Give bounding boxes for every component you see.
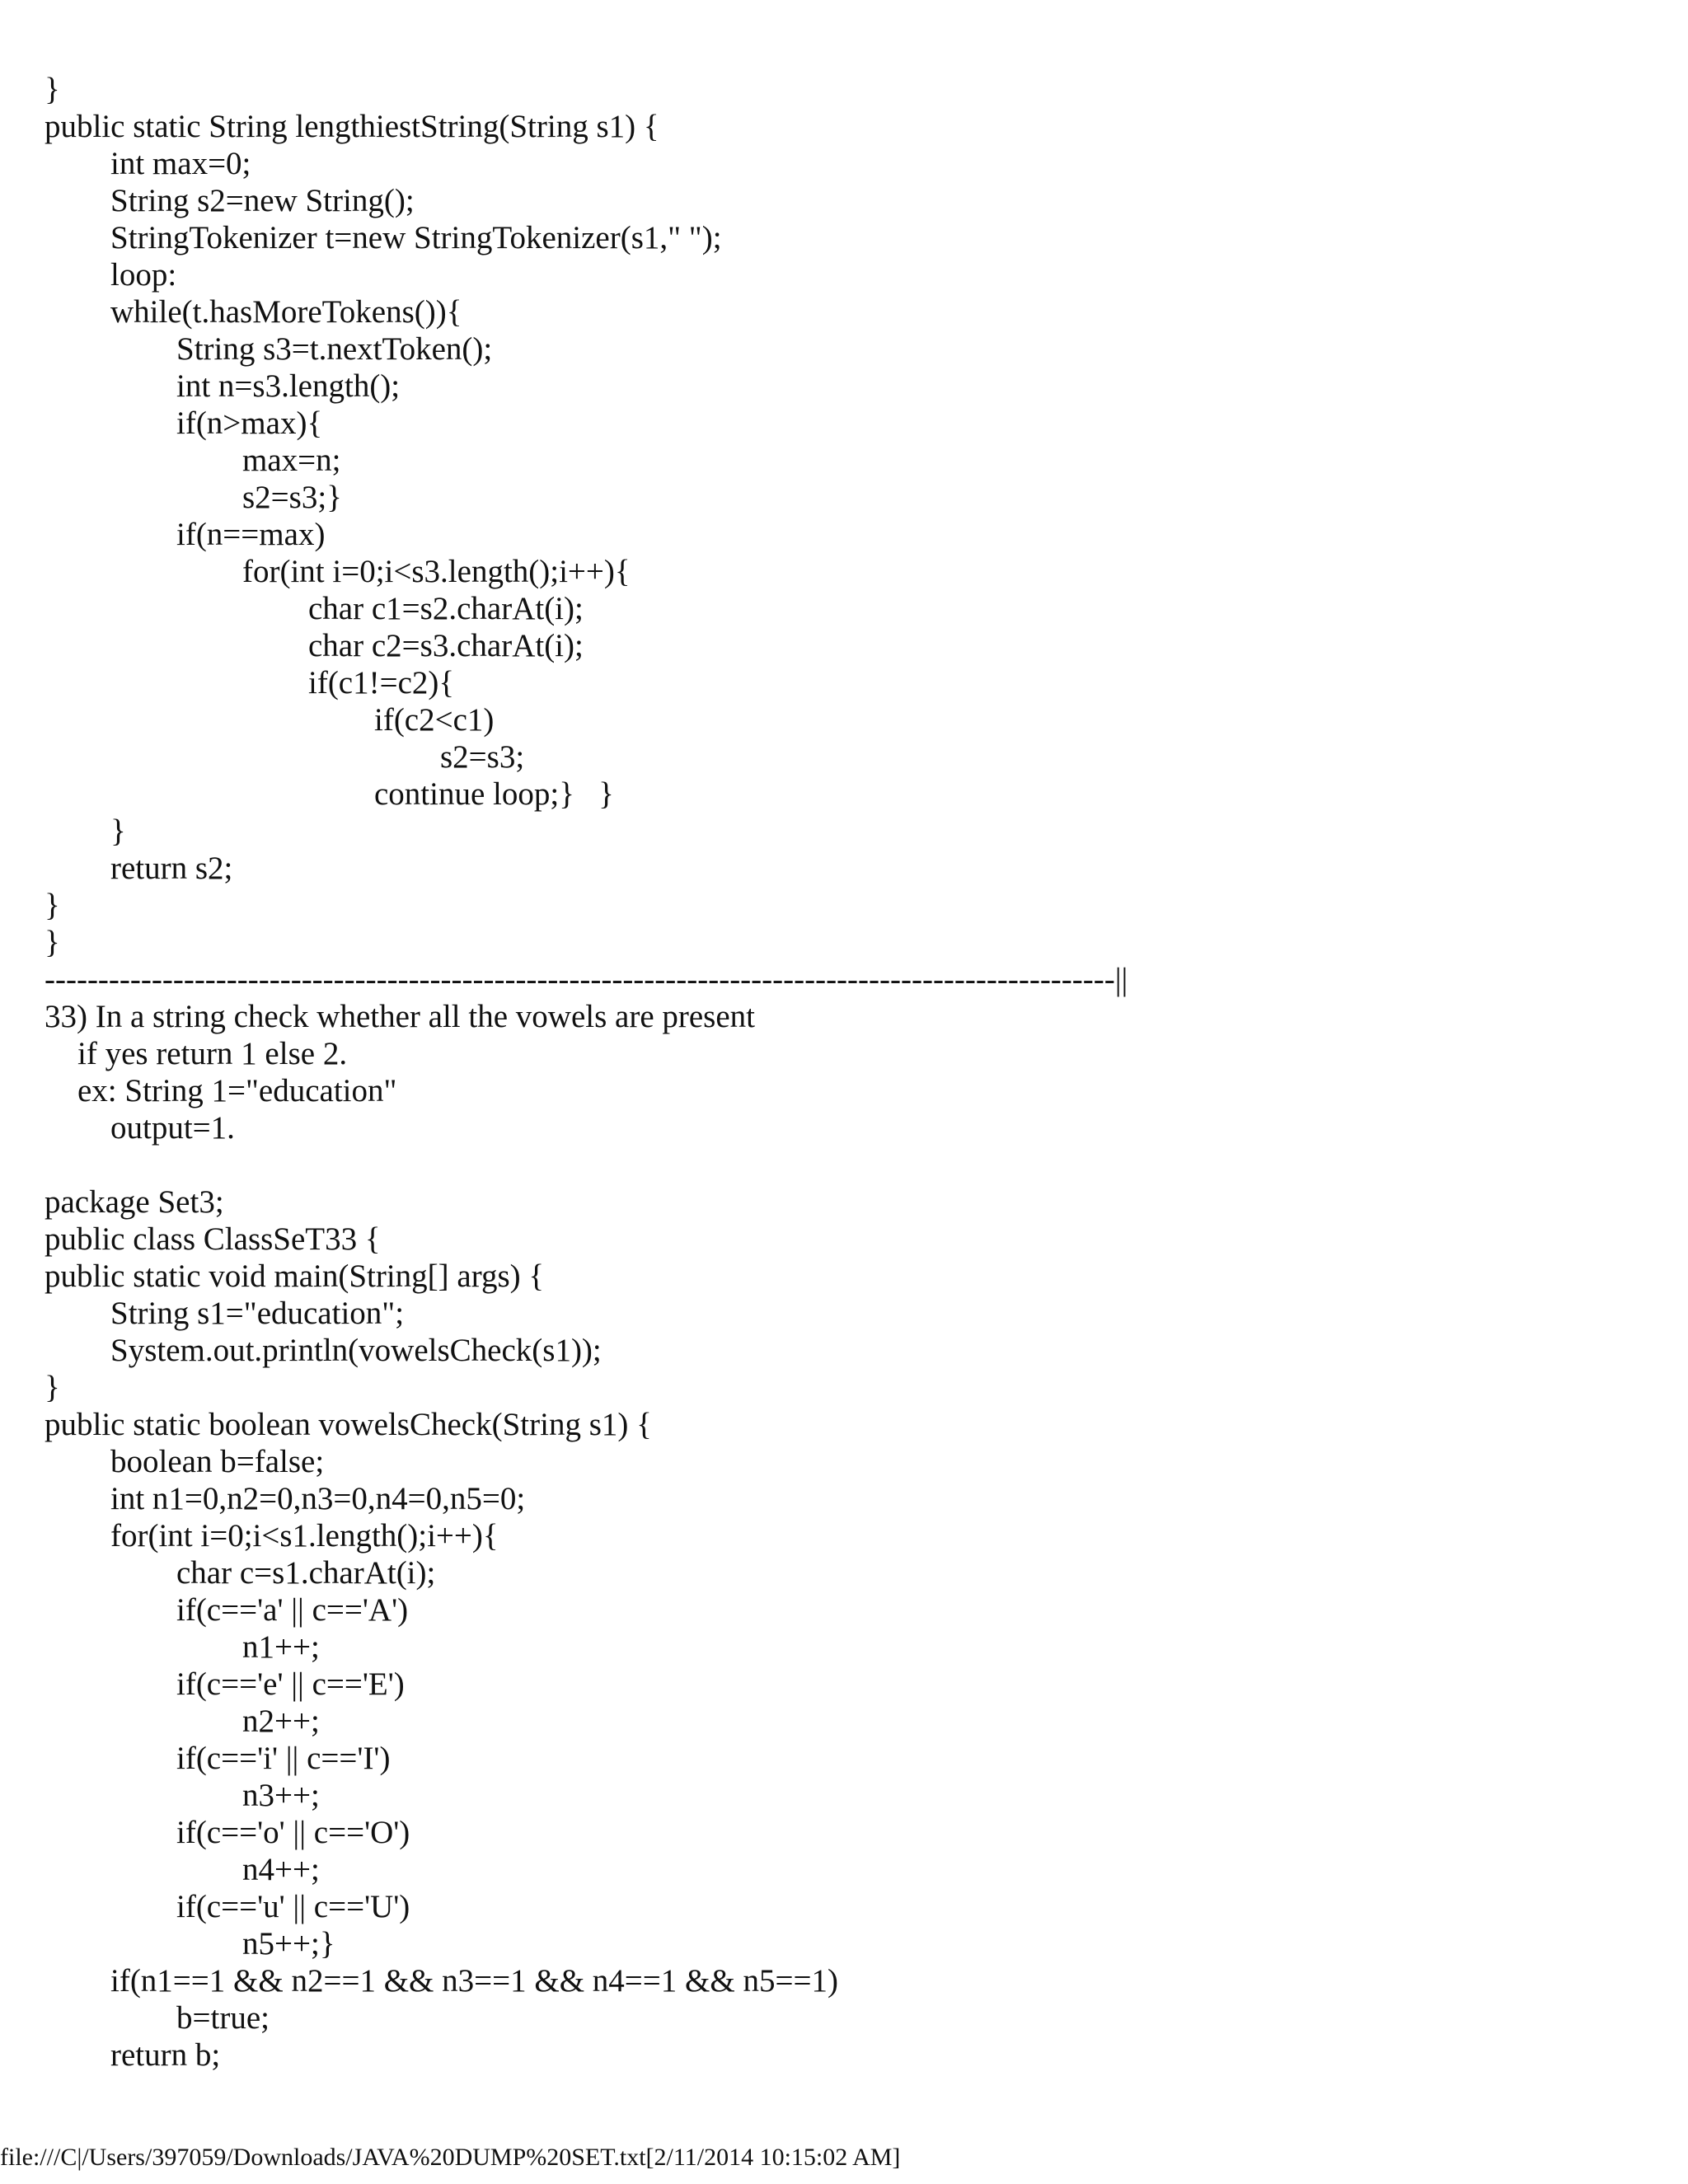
code-line: String s3=t.nextToken(); (176, 331, 493, 367)
code-line: 33) In a string check whether all the vowels are present (45, 999, 755, 1034)
footer-file-url: file:///C|/Users/397059/Downloads/JAVA%20DUMP%20SET.txt[2/11/2014 10:15:02 AM] (0, 2144, 901, 2171)
code-line: public static boolean vowelsCheck(String s1) { (45, 1407, 652, 1442)
code-line: int max=0; (110, 146, 251, 181)
code-line: } (110, 813, 126, 849)
code-line: n1++; (242, 1629, 320, 1665)
code-line: System.out.println(vowelsCheck(s1)); (110, 1333, 602, 1368)
code-line: if(c2<c1) (374, 702, 495, 738)
code-line: n4++; (242, 1852, 320, 1887)
code-line: public static String lengthiestString(String s1) { (45, 109, 659, 144)
code-line: for(int i=0;i<s3.length();i++){ (242, 554, 631, 589)
code-line: return s2; (110, 851, 233, 886)
code-line: if(n1==1 && n2==1 && n3==1 && n4==1 && n5==1) (110, 1963, 838, 1999)
code-line: b=true; (176, 2000, 270, 2036)
code-line: n2++; (242, 1704, 320, 1739)
code-line: if(c=='u' || c=='U') (176, 1889, 410, 1924)
code-line: s2=s3; (440, 739, 525, 775)
code-line: output=1. (110, 1110, 235, 1146)
code-line: int n1=0,n2=0,n3=0,n4=0,n5=0; (110, 1481, 526, 1516)
code-line: int n=s3.length(); (176, 368, 401, 404)
code-line: char c=s1.charAt(i); (176, 1555, 436, 1591)
code-line: if(c=='i' || c=='I') (176, 1741, 391, 1776)
code-line: } (45, 1370, 60, 1405)
code-line: if(c=='a' || c=='A') (176, 1592, 409, 1628)
code-line: String s1="education"; (110, 1296, 405, 1331)
code-line: if(c=='o' || c=='O') (176, 1815, 410, 1850)
code-line: while(t.hasMoreTokens()){ (110, 294, 462, 330)
code-line: ----------------------------------------------------------------------------------------------------|| (45, 962, 1128, 997)
code-line: n3++; (242, 1778, 320, 1813)
code-line: boolean b=false; (110, 1444, 325, 1479)
code-line: for(int i=0;i<s1.length();i++){ (110, 1518, 499, 1554)
code-line: loop: (110, 257, 177, 293)
code-line: if(n==max) (176, 517, 326, 552)
code-line: public static void main(String[] args) { (45, 1258, 545, 1294)
code-line: max=n; (242, 443, 341, 478)
code-line: ex: String 1="education" (77, 1073, 397, 1108)
code-line: return b; (110, 2037, 221, 2073)
code-line: if yes return 1 else 2. (77, 1036, 348, 1071)
code-line: continue loop;} } (374, 776, 614, 812)
code-line (45, 1146, 1660, 1183)
code-line: s2=s3;} (242, 480, 342, 515)
code-line: if(n>max){ (176, 405, 323, 441)
code-line: char c2=s3.charAt(i); (308, 628, 584, 663)
code-line: } (45, 888, 60, 923)
code-line: } (45, 925, 60, 960)
code-line: String s2=new String(); (110, 183, 415, 218)
code-listing (45, 71, 1660, 2074)
code-line: if(c1!=c2){ (308, 665, 455, 701)
code-line: public class ClassSeT33 { (45, 1221, 381, 1257)
code-line: } (45, 72, 60, 107)
code-line: char c1=s2.charAt(i); (308, 591, 584, 626)
code-line: n5++;} (242, 1926, 335, 1961)
code-line: StringTokenizer t=new StringTokenizer(s1," "); (110, 220, 722, 255)
code-line: if(c=='e' || c=='E') (176, 1666, 405, 1702)
code-line: package Set3; (45, 1184, 224, 1220)
